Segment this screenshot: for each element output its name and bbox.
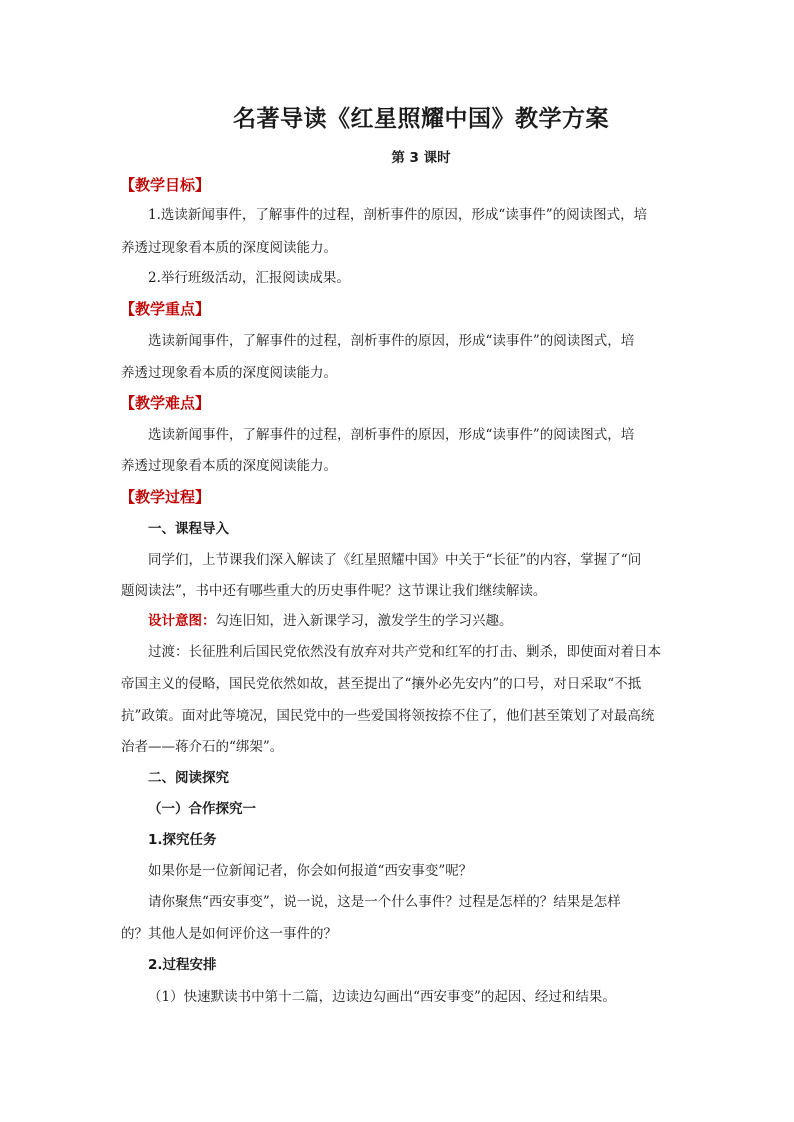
goals-heading: 【教学目标】 [120, 176, 211, 194]
key-points-heading: 【教学重点】 [120, 300, 211, 318]
task-line1: 如果你是一位新闻记者，你会如何报道“西安事变”呢？ [148, 863, 473, 879]
task-line2: 请你聚焦“西安事变”，说一说，这是一个什么事件？过程是怎样的？结果是怎样 [148, 894, 621, 910]
goals-item1-line1: 1.选读新闻事件，了解事件的过程，剖析事件的原因，形成“读事件”的阅读图式，培 [148, 207, 648, 223]
process-heading: 【教学过程】 [120, 488, 211, 506]
design-intent-text: 勾连旧知，进入新课学习，激发学生的学习兴趣。 [215, 613, 513, 629]
transition-line4: 治者——蒋介石的“绑架”。 [121, 739, 284, 755]
difficulties-line2: 养透过现象看本质的深度阅读能力。 [121, 458, 337, 474]
design-intent-label: 设计意图： [148, 613, 216, 629]
intro-line1: 同学们，上节课我们深入解读了《红星照耀中国》中关于“长征”的内容，掌握了“问 [148, 552, 642, 568]
difficulties-heading: 【教学难点】 [120, 394, 211, 412]
key-points-line2: 养透过现象看本质的深度阅读能力。 [121, 365, 337, 381]
transition-line2: 帝国主义的侵略，国民党依然如故，甚至提出了“攘外必先安内”的口号，对日采取“不抵 [121, 676, 642, 692]
transition-line1: 过渡：长征胜利后国民党依然没有放弃对共产党和红军的打击、剿杀，即使面对着日本 [148, 644, 661, 660]
arrange-line1: （1）快速默读书中第十二篇，边读边勾画出“西安事变”的起因、经过和结果。 [148, 989, 616, 1005]
goals-item1-line2: 养透过现象看本质的深度阅读能力。 [121, 240, 337, 256]
transition-line3: 抗”政策。面对此等境况，国民党中的一些爱国将领按捺不住了，他们甚至策划了对最高统 [121, 708, 655, 724]
document-title: 名著导读《红星照耀中国》教学方案 [233, 106, 609, 132]
part2-title: 二、阅读探究 [148, 770, 229, 786]
lesson-subtitle: 第 3 课时 [391, 150, 451, 166]
design-intent [148, 612, 681, 630]
sub1-title: （一）合作探究一 [148, 801, 256, 817]
difficulties-line1: 选读新闻事件，了解事件的过程，剖析事件的原因，形成“读事件”的阅读图式，培 [148, 427, 635, 443]
task-title: 1.探究任务 [148, 832, 217, 848]
key-points-line1: 选读新闻事件，了解事件的过程，剖析事件的原因，形成“读事件”的阅读图式，培 [148, 333, 635, 349]
goals-item2: 2.举行班级活动，汇报阅读成果。 [148, 270, 350, 286]
part1-title: 一、课程导入 [148, 521, 229, 537]
arrange-title: 2.过程安排 [148, 957, 217, 973]
intro-line2: 题阅读法”，书中还有哪些重大的历史事件呢？这节课让我们继续解读。 [121, 583, 547, 599]
task-line3: 的？其他人是如何评价这一事件的？ [121, 926, 337, 942]
